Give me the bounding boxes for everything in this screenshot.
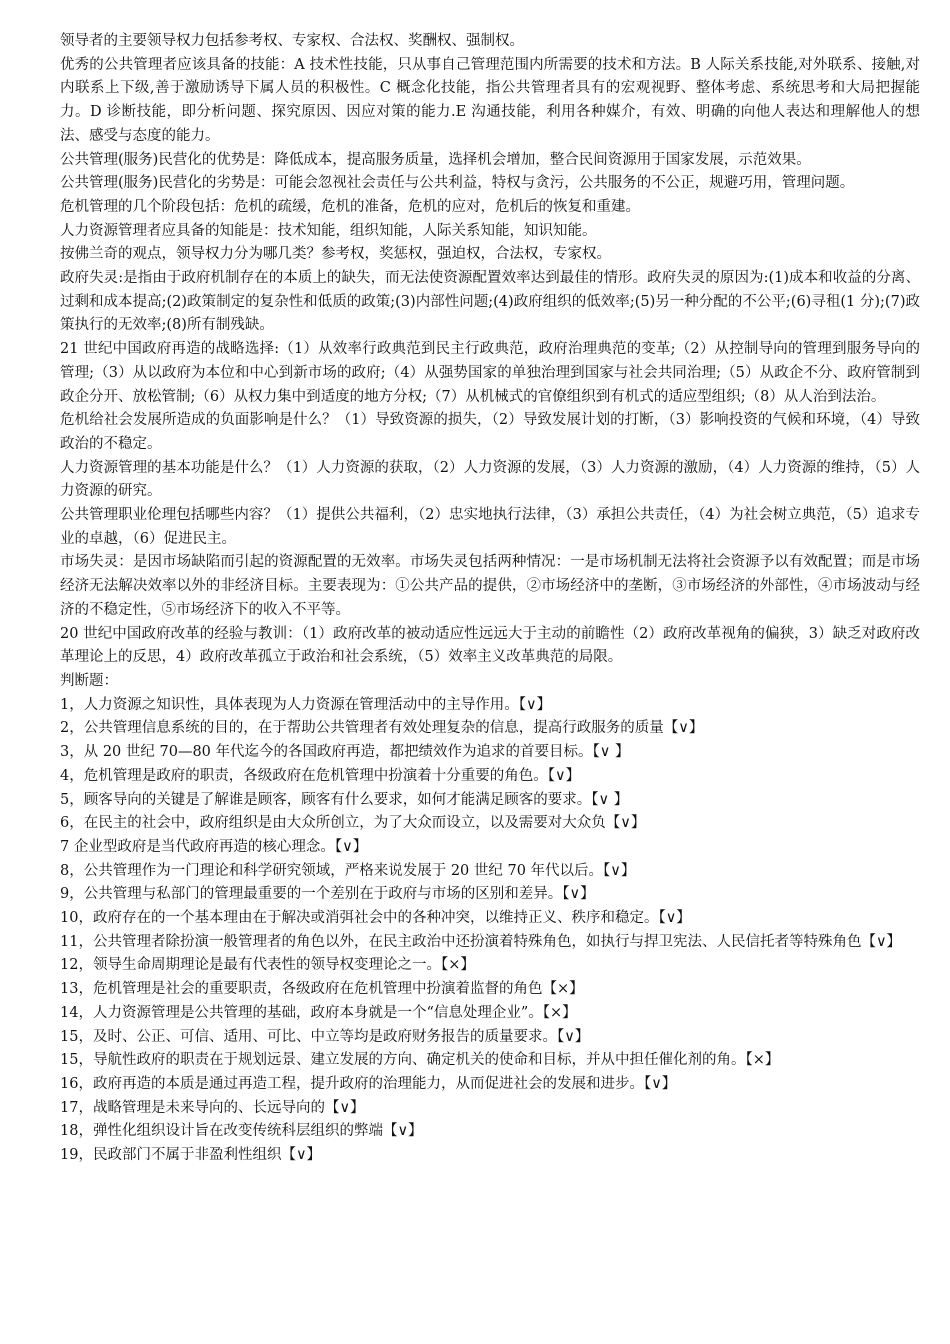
question-item: 14，人力资源管理是公共管理的基础，政府本身就是一个“信息处理企业”。【×】	[60, 1004, 577, 1021]
paragraph-hr-competencies: 人力资源管理者应具备的知能是：技术知能，组织知能，人际关系知能，知识知能。	[60, 222, 597, 239]
paragraph-hr-functions: 人力资源管理的基本功能是什么？（1）人力资源的获取，（2）人力资源的发展，（3）人力资源的激励，（4）人力资源的维持，（5）人力资源的研究。	[60, 459, 920, 500]
question-item: 1，人力资源之知识性，具体表现为人力资源在管理活动中的主导作用。【∨】	[60, 696, 552, 713]
paragraph-leadership-power: 领导者的主要领导权力包括参考权、专家权、合法权、奖酬权、强制权。	[60, 33, 524, 49]
paragraph-manager-skills: 优秀的公共管理者应该具备的技能：A 技术性技能，只从事自己管理范围内所需要的技术和方法。B 人际关系技能,对外联系、接触,对内联系上下级,善于激励诱导下属人员的积极性。C 概念化技能，指公共管理者具有的宏观视野、整体考虑、系统思考和大局把握能力。D 诊断技能，即分析问题、探究原因、因应对策的能力.E 沟通技能，利用各种媒介，有效、明确的向他人表达和理解他人的想法、感受与态度的能力。	[60, 56, 920, 144]
question-item: 18，弹性化组织设计旨在改变传统科层组织的弊端【∨】	[60, 1123, 423, 1140]
paragraph-privatization-disadvantages: 公共管理(服务)民营化的劣势是：可能会忽视社会责任与公共利益，特权与贪污，公共服务的不公正，规避巧用，管理问题。	[60, 175, 855, 192]
question-item: 7 企业型政府是当代政府再造的核心理念。【∨】	[60, 838, 368, 855]
question-item: 5，顾客导向的关键是了解谁是顾客，顾客有什么要求，如何才能满足顾客的要求。【∨ 】	[60, 791, 629, 808]
paragraph-french-power: 按佛兰奇的观点，领导权力分为哪几类？参考权，奖惩权，强迫权，合法权，专家权。	[60, 246, 611, 263]
section-heading-true-false: 判断题：	[60, 672, 118, 689]
question-item: 16，政府再造的本质是通过再造工程，提升政府的治理能力，从而促进社会的发展和进步。【∨】	[60, 1075, 677, 1092]
question-item: 19，民政部门不属于非盈利性组织【∨】	[60, 1147, 322, 1164]
paragraph-market-failure: 市场失灵：是因市场缺陷而引起的资源配置的无效率。市场失灵包括两种情况：一是市场机制无法将社会资源予以有效配置；而是市场经济无法解决效率以外的非经济目标。主要表现为：①公共产品的提供，②市场经济中的垄断，③市场经济的外部性，④市场波动与经济的不稳定性，⑤市场经济下的收入不平等。	[60, 554, 920, 618]
paragraph-privatization-advantages: 公共管理(服务)民营化的优势是：降低成本，提高服务质量，选择机会增加，整合民间资源用于国家发展，示范效果。	[60, 151, 811, 168]
question-item: 15，导航性政府的职责在于规划远景、建立发展的方向、确定机关的使命和目标，并从中担任催化剂的角。【×】	[60, 1052, 780, 1069]
paragraph-government-failure: 政府失灵:是指由于政府机制存在的本质上的缺失，而无法使资源配置效率达到最佳的情形。政府失灵的原因为:(1)成本和收益的分离、过剩和成本提高;(2)政策制定的复杂性和低质的政策;(3)内部性问题;(4)政府组织的低效率;(5)另一种分配的不公平;(6)寻租(1 分);(7)政策执行的无效率;(8)所有制残缺。	[60, 270, 920, 334]
question-item: 3，从 20 世纪 70—80 年代迄今的各国政府再造，都把绩效作为追求的首要目标。【∨ 】	[60, 744, 630, 761]
paragraph-professional-ethics: 公共管理职业伦理包括哪些内容？（1）提供公共福利，（2）忠实地执行法律，（3）承担公共责任，（4）为社会树立典范，（5）追求专业的卓越，（6）促进民主。	[60, 507, 920, 547]
question-item: 11，公共管理者除扮演一般管理者的角色以外，在民主政治中还扮演着特殊角色，如执行与捍卫宪法、人民信托者等特殊角色【∨】	[60, 933, 902, 950]
paragraph-crisis-stages: 危机管理的几个阶段包括：危机的疏缓，危机的准备，危机的应对，危机后的恢复和重建。	[60, 198, 640, 215]
paragraph-reform-lessons: 20 世纪中国政府改革的经验与教训：（1）政府改革的被动适应性远远大于主动的前瞻性（2）政府改革视角的偏狭，3）缺乏对政府改革理论上的反思，4）政府改革孤立于政治和社会系统，（5）效率主义改革典范的局限。	[60, 625, 920, 666]
question-item: 2，公共管理信息系统的目的，在于帮助公共管理者有效处理复杂的信息，提高行政服务的质量【∨】	[60, 720, 704, 737]
question-item: 17，战略管理是未来导向的、长远导向的【∨】	[60, 1099, 365, 1116]
question-item: 9，公共管理与私部门的管理最重要的一个差别在于政府与市场的区别和差异。【∨】	[60, 886, 595, 903]
question-item: 12，领导生命周期理论是最有代表性的领导权变理论之一。【×】	[60, 957, 475, 974]
document-body	[60, 30, 920, 1168]
question-item: 13，危机管理是社会的重要职责，各级政府在危机管理中扮演着监督的角色【×】	[60, 981, 584, 998]
question-item: 4，危机管理是政府的职责，各级政府在危机管理中扮演着十分重要的角色。【∨】	[60, 767, 581, 784]
paragraph-reinvention-strategy: 21 世纪中国政府再造的战略选择:（1）从效率行政典范到民主行政典范，政府治理典范的变革;（2）从控制导向的管理到服务导向的管理;（3）从以政府为本位和中心到新市场的政府;（4）从强势国家的单独治理到国家与社会共同治理;（5）从政企不分、政府管制到政企分开、放松管制;（6）从权力集中到适度的地方分权;（7）从机械式的官僚组织到有机式的适应型组织;（8）从人治到法治。	[60, 341, 920, 405]
paragraph-crisis-impact: 危机给社会发展所造成的负面影响是什么？（1）导致资源的损失，（2）导致发展计划的打断，（3）影响投资的气候和环境，（4）导致政治的不稳定。	[60, 412, 920, 452]
question-item: 10，政府存在的一个基本理由在于解决或消弭社会中的各种冲突，以维持正义、秩序和稳定。【∨】	[60, 910, 691, 927]
question-item: 8，公共管理作为一门理论和科学研究领域，严格来说发展于 20 世纪 70 年代以后。【∨】	[60, 862, 636, 879]
question-item: 15，及时、公正、可信、适用、可比、中立等均是政府财务报告的质量要求。【∨】	[60, 1028, 590, 1045]
question-item: 6，在民主的社会中，政府组织是由大众所创立，为了大众而设立，以及需要对大众负【∨】	[60, 815, 646, 832]
